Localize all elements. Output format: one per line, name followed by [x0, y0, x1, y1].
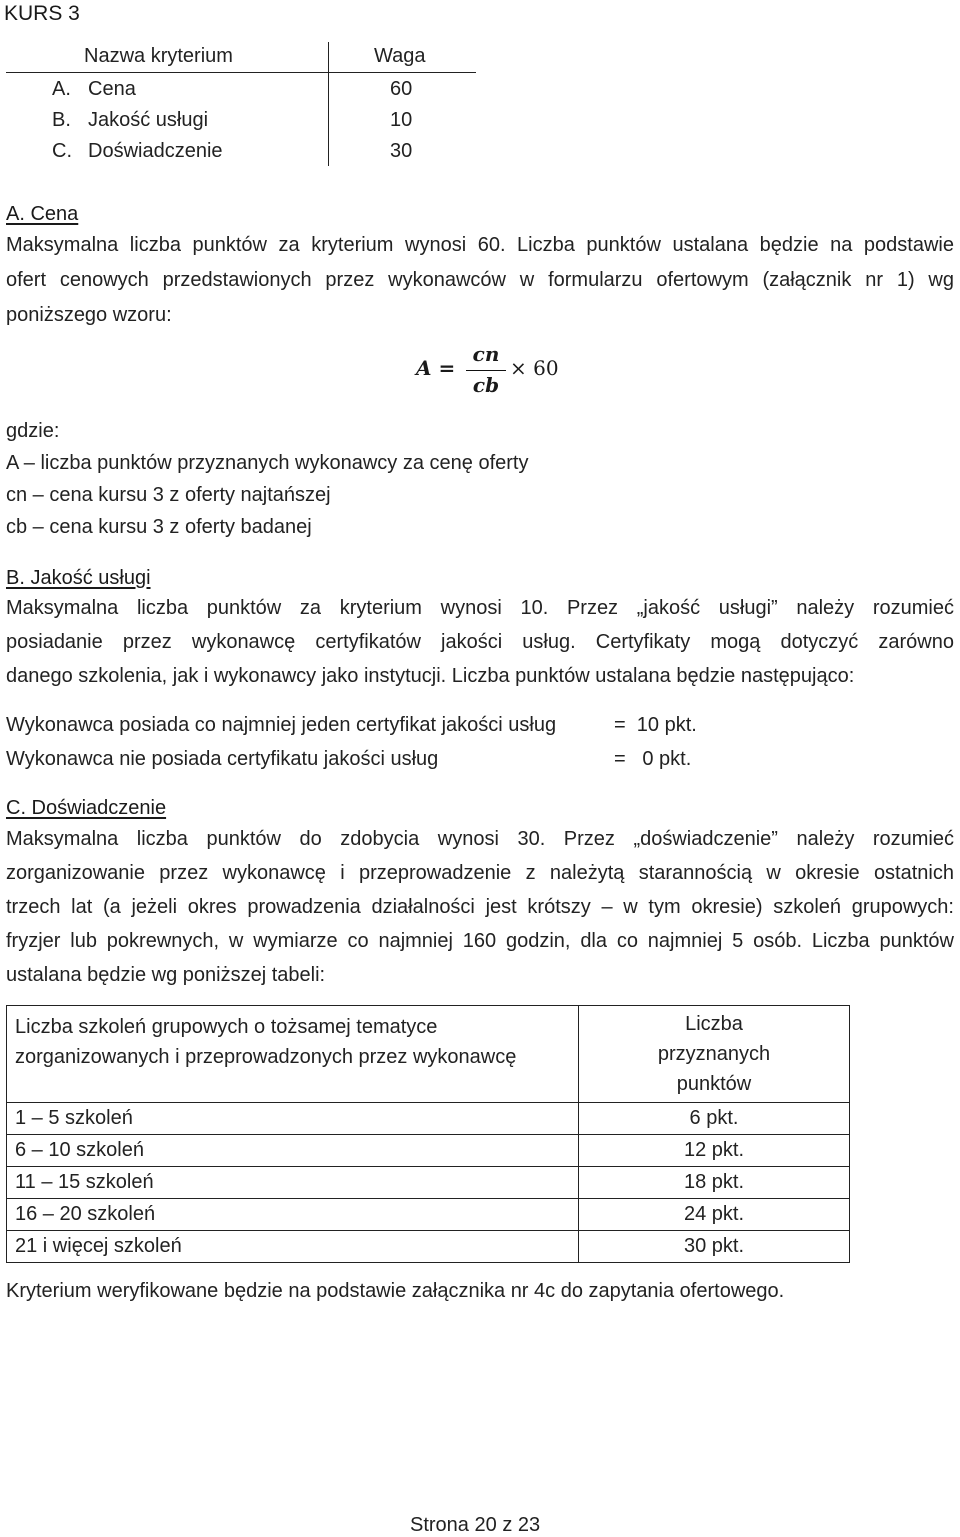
table-row	[7, 1103, 850, 1135]
section-a-line: ofert cenowych przedstawionych przez wykonawców w formularzu ofertowym (załącznik nr 1) wg	[6, 269, 954, 291]
footer-separator: z	[502, 1514, 513, 1536]
criteria-col-weight: Waga	[374, 45, 426, 67]
formula-lhs: A =	[416, 356, 456, 380]
criteria-row	[52, 109, 432, 140]
section-a-line: poniższego wzoru:	[6, 304, 172, 326]
criteria-row	[52, 78, 432, 109]
section-c-line: zorganizowanie przez wykonawcę i przeprowadzenie z należytą starannością w okresie ostatnich	[6, 862, 954, 884]
section-a-line: Maksymalna liczba punktów za kryterium wynosi 60. Liczba punktów ustalana będzie na podstawie	[6, 234, 954, 256]
formula-numerator: cn	[472, 342, 500, 366]
formula-rhs: × 60	[510, 356, 559, 380]
table-cell-points: 24 pkt.	[579, 1199, 850, 1231]
section-c-line: Maksymalna liczba punktów do zdobycia wynosi 30. Przez „doświadczenie” należy rozumieć	[6, 828, 954, 850]
footer-page-number: 20	[474, 1514, 497, 1536]
course-heading: KURS 3	[4, 2, 80, 25]
formula-denominator: cb	[472, 373, 500, 397]
criteria-weight: 30	[390, 140, 413, 162]
page-footer	[410, 1514, 540, 1537]
section-c-line: trzech lat (a jeżeli okres prowadzenia działalności jest krótszy – w tym okresie) szkoleń grupowych:	[6, 896, 954, 918]
table-cell-range: 11 – 15 szkoleń	[7, 1167, 579, 1199]
table-cell-range: 16 – 20 szkoleń	[7, 1199, 579, 1231]
table-cell-points: 6 pkt.	[579, 1103, 850, 1135]
section-b-line: posiadanie przez wykonawcę certyfikatów jakości usług. Certyfikaty mogą dotyczyć zarówno	[6, 631, 954, 653]
criteria-col-name: Nazwa kryterium	[84, 45, 233, 67]
table-header-row	[7, 1006, 850, 1103]
scoring-text: Wykonawca nie posiada certyfikatu jakości usług	[6, 748, 439, 770]
closing-note: Kryterium weryfikowane będzie na podstawie załącznika nr 4c do zapytania ofertowego.	[6, 1280, 785, 1302]
definition-item: A – liczba punktów przyznanych wykonawcy za cenę oferty	[6, 452, 529, 474]
criteria-name: Jakość usługi	[88, 109, 209, 131]
table-header-cell: Liczba przyznanych punktów	[579, 1006, 850, 1103]
section-a-title: A. Cena	[6, 203, 79, 225]
table-cell-points: 30 pkt.	[579, 1231, 850, 1263]
definition-item: cb – cena kursu 3 z oferty badanej	[6, 516, 312, 538]
scoring-value: = 10 pkt.	[614, 714, 697, 736]
criteria-name: Cena	[88, 78, 136, 100]
section-c-line: fryzjer lub pokrewnych, w wymiarze co najmniej 160 godzin, dla co najmniej 5 osób. Liczba punktów	[6, 930, 954, 952]
criteria-weight: 60	[390, 78, 413, 100]
criteria-name: Doświadczenie	[88, 140, 223, 162]
table-row	[7, 1199, 850, 1231]
price-formula	[416, 340, 559, 400]
formula-fraction-bar	[466, 370, 506, 371]
criteria-row	[52, 140, 432, 171]
definition-item: cn – cena kursu 3 z oferty najtańszej	[6, 484, 331, 506]
table-cell-range: 21 i więcej szkoleń	[7, 1231, 579, 1263]
section-c-title: C. Doświadczenie	[6, 797, 167, 819]
section-b-line: danego szkolenia, jak i wykonawcy jako instytucji. Liczba punktów ustalana będzie następująco:	[6, 665, 855, 687]
where-label: gdzie:	[6, 420, 60, 442]
section-b-title: B. Jakość usługi	[6, 567, 151, 589]
section-b-line: Maksymalna liczba punktów za kryterium wynosi 10. Przez „jakość usługi” należy rozumieć	[6, 597, 954, 619]
criteria-table-rule	[6, 72, 476, 73]
table-cell-points: 18 pkt.	[579, 1167, 850, 1199]
scoring-text: Wykonawca posiada co najmniej jeden certyfikat jakości usług	[6, 714, 557, 736]
footer-prefix: Strona	[410, 1514, 469, 1536]
experience-points-table	[6, 1005, 850, 1263]
criteria-letter: A.	[52, 78, 71, 100]
table-cell-range: 6 – 10 szkoleń	[7, 1135, 579, 1167]
criteria-letter: C.	[52, 140, 72, 162]
table-cell-points: 12 pkt.	[579, 1135, 850, 1167]
section-c-line: ustalana będzie wg poniższej tabeli:	[6, 964, 326, 986]
table-row	[7, 1167, 850, 1199]
criteria-letter: B.	[52, 109, 71, 131]
criteria-weight: 10	[390, 109, 413, 131]
footer-page-total: 23	[517, 1514, 541, 1536]
table-header-cell: Liczba szkoleń grupowych o tożsamej tematyce zorganizowanych i przeprowadzonych przez wykonawcę	[7, 1006, 579, 1103]
table-cell-range: 1 – 5 szkoleń	[7, 1103, 579, 1135]
scoring-value: = 0 pkt.	[614, 748, 692, 770]
table-row	[7, 1135, 850, 1167]
table-row	[7, 1231, 850, 1263]
